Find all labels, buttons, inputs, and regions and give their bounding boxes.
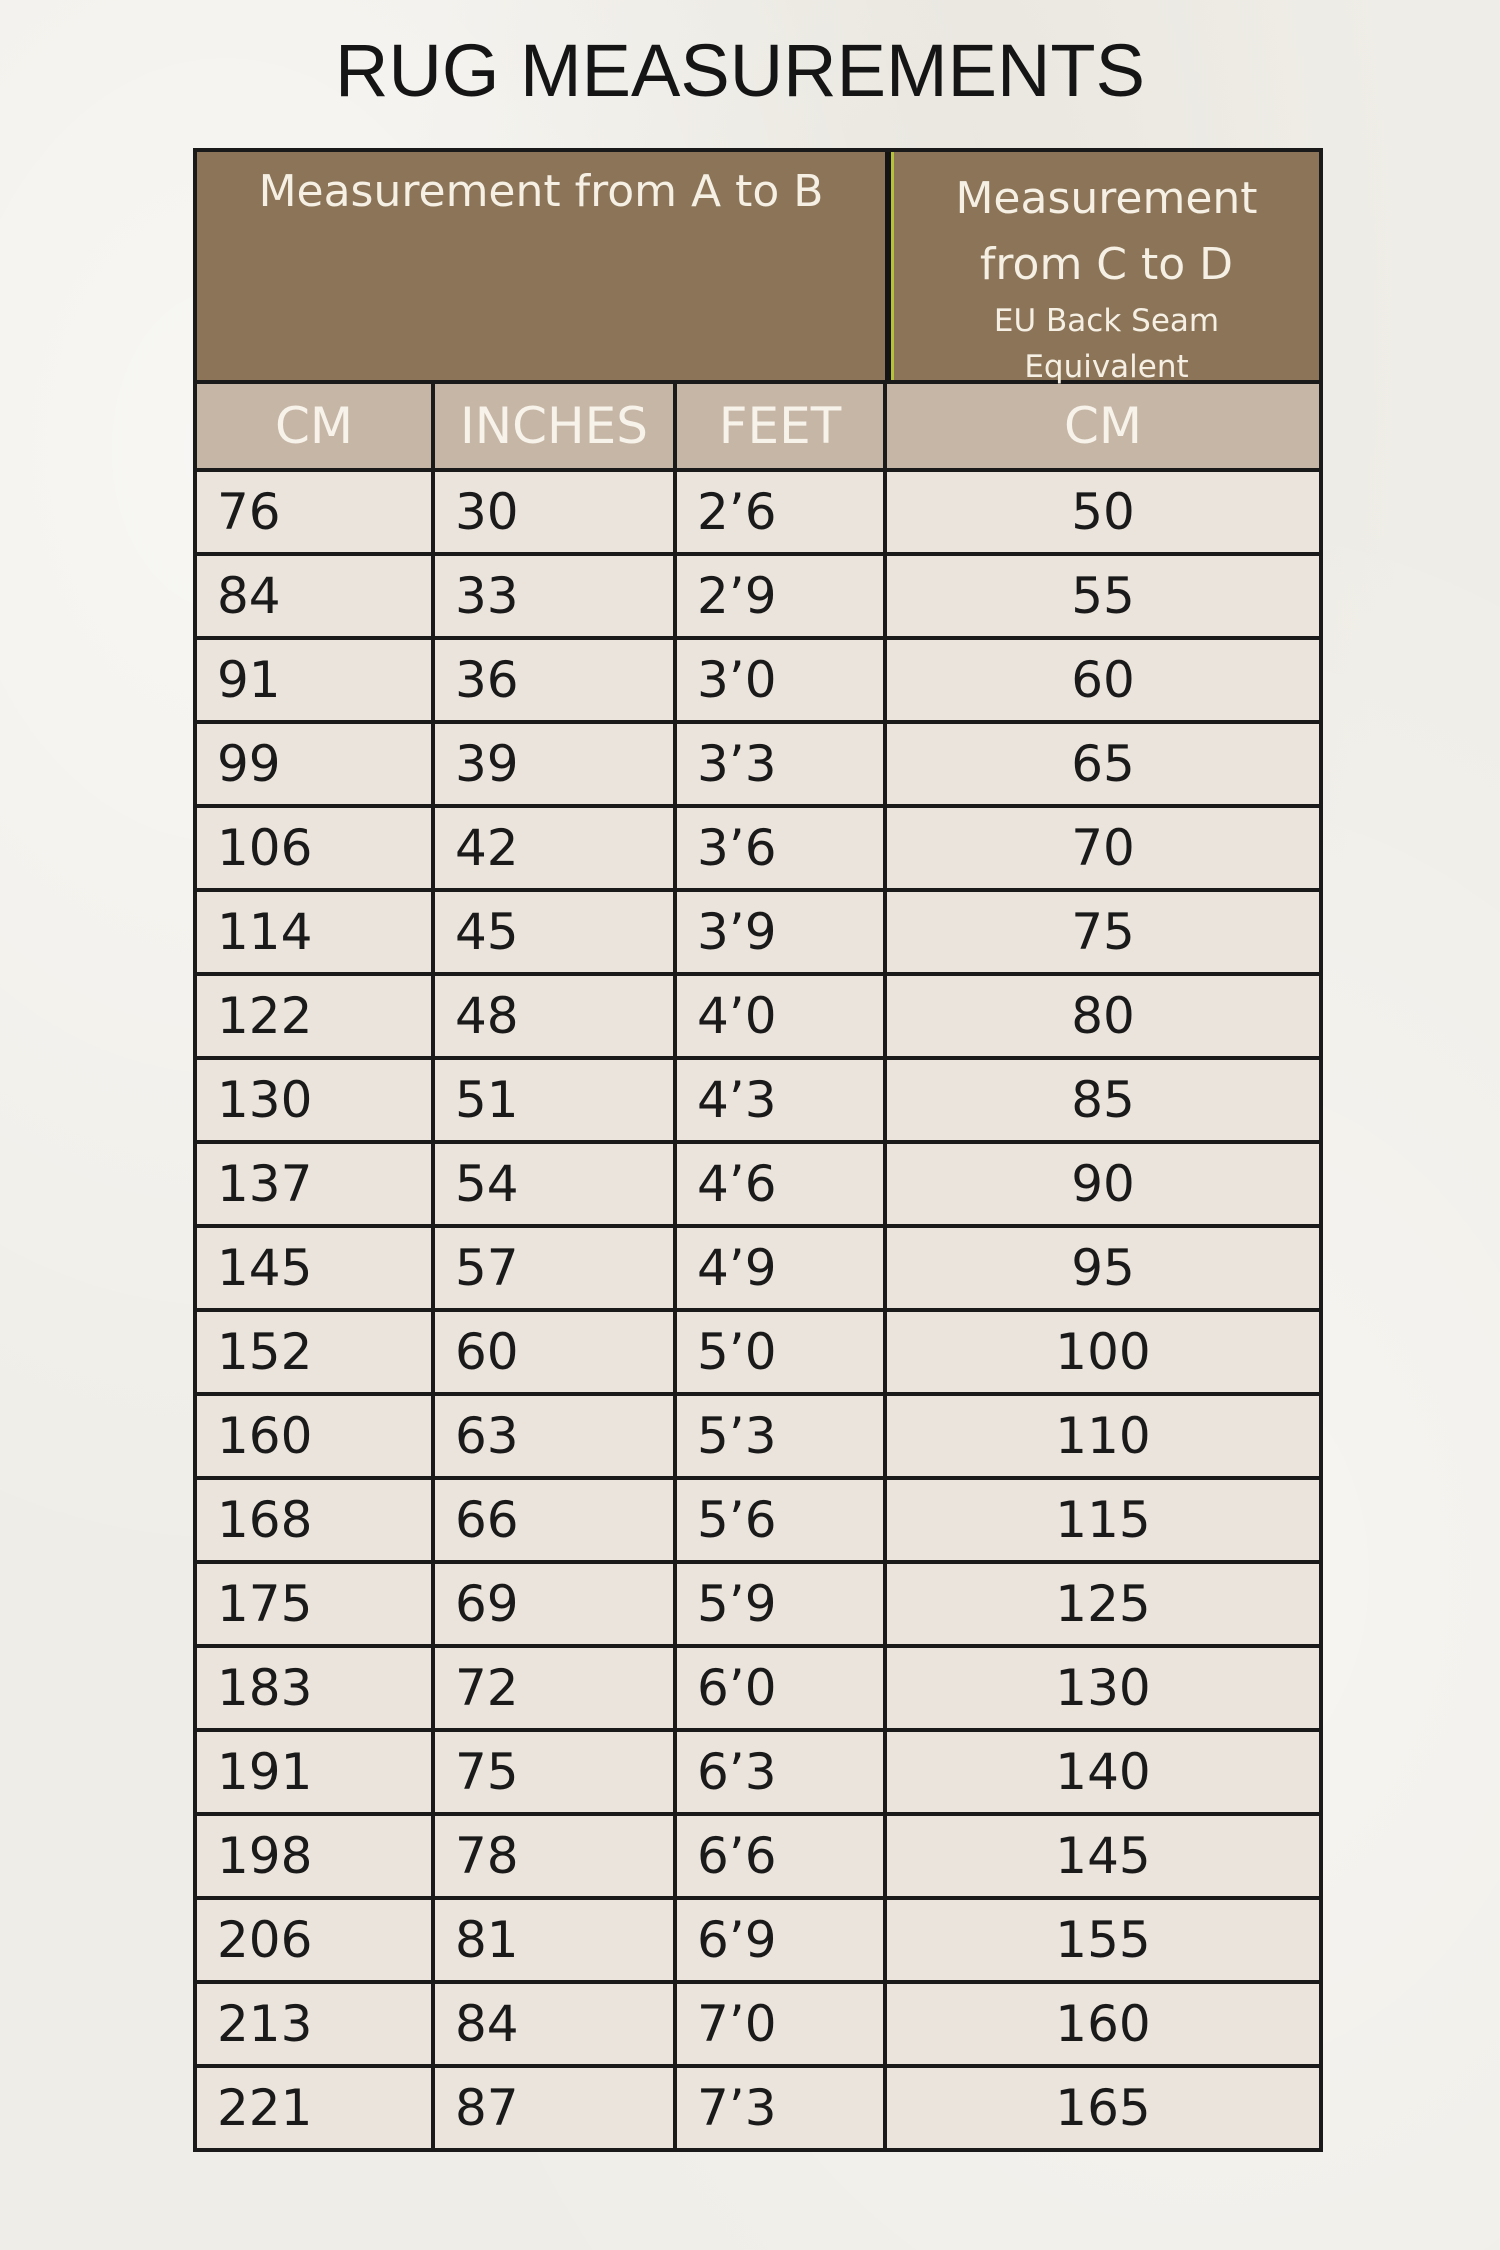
cell-cm-ab: 206 <box>195 1898 433 1982</box>
cell-inches: 84 <box>433 1982 675 2066</box>
cell-feet: 2’9 <box>675 554 885 638</box>
cell-cm-ab: 130 <box>195 1058 433 1142</box>
cell-cm-cd: 50 <box>885 470 1321 554</box>
cell-cm-ab: 183 <box>195 1646 433 1730</box>
cell-cm-ab: 152 <box>195 1310 433 1394</box>
cell-cm-ab: 76 <box>195 470 433 554</box>
cell-inches: 33 <box>433 554 675 638</box>
cell-cm-ab: 168 <box>195 1478 433 1562</box>
cell-inches: 51 <box>433 1058 675 1142</box>
table-row <box>195 722 1321 806</box>
table-row <box>195 1478 1321 1562</box>
cell-feet: 2’6 <box>675 470 885 554</box>
cell-cm-cd: 80 <box>885 974 1321 1058</box>
table-row <box>195 1142 1321 1226</box>
cell-feet: 3’3 <box>675 722 885 806</box>
cell-inches: 57 <box>433 1226 675 1310</box>
cell-cm-ab: 106 <box>195 806 433 890</box>
cell-cm-ab: 114 <box>195 890 433 974</box>
cell-feet: 4’0 <box>675 974 885 1058</box>
cell-inches: 72 <box>433 1646 675 1730</box>
cell-cm-cd: 145 <box>885 1814 1321 1898</box>
cell-cm-cd: 90 <box>885 1142 1321 1226</box>
table-row <box>195 1982 1321 2066</box>
measurement-chart <box>193 148 1323 2152</box>
table-row <box>195 806 1321 890</box>
cell-feet: 4’6 <box>675 1142 885 1226</box>
cell-cm-cd: 70 <box>885 806 1321 890</box>
header-c-to-d <box>891 152 1319 385</box>
table-row <box>195 1226 1321 1310</box>
column-header-cm-cd: CM <box>885 384 1321 470</box>
cell-feet: 5’6 <box>675 1478 885 1562</box>
cell-cm-cd: 100 <box>885 1310 1321 1394</box>
cell-inches: 42 <box>433 806 675 890</box>
column-header-row <box>195 384 1321 470</box>
cell-inches: 30 <box>433 470 675 554</box>
table-row <box>195 1562 1321 1646</box>
group-header <box>193 148 1323 384</box>
cell-feet: 6’3 <box>675 1730 885 1814</box>
cell-cm-cd: 95 <box>885 1226 1321 1310</box>
cell-feet: 3’6 <box>675 806 885 890</box>
header-a-to-b: Measurement from A to B <box>197 152 891 380</box>
header-c-to-d-sublabel: EU Back Seam Equivalent <box>993 303 1220 385</box>
cell-cm-cd: 125 <box>885 1562 1321 1646</box>
cell-inches: 60 <box>433 1310 675 1394</box>
cell-cm-cd: 75 <box>885 890 1321 974</box>
cell-inches: 69 <box>433 1562 675 1646</box>
cell-inches: 87 <box>433 2066 675 2150</box>
table-row <box>195 1646 1321 1730</box>
cell-cm-cd: 130 <box>885 1646 1321 1730</box>
table-body <box>195 470 1321 2150</box>
table-row <box>195 1814 1321 1898</box>
table-row <box>195 1898 1321 1982</box>
cell-cm-ab: 99 <box>195 722 433 806</box>
cell-inches: 78 <box>433 1814 675 1898</box>
cell-feet: 6’6 <box>675 1814 885 1898</box>
table-row <box>195 890 1321 974</box>
measurement-table <box>193 384 1323 2152</box>
cell-feet: 6’9 <box>675 1898 885 1982</box>
cell-cm-ab: 221 <box>195 2066 433 2150</box>
cell-cm-ab: 91 <box>195 638 433 722</box>
cell-feet: 7’3 <box>675 2066 885 2150</box>
cell-inches: 63 <box>433 1394 675 1478</box>
table-row <box>195 1058 1321 1142</box>
cell-inches: 75 <box>433 1730 675 1814</box>
cell-cm-cd: 140 <box>885 1730 1321 1814</box>
cell-feet: 4’9 <box>675 1226 885 1310</box>
table-row <box>195 1310 1321 1394</box>
cell-feet: 5’0 <box>675 1310 885 1394</box>
cell-inches: 36 <box>433 638 675 722</box>
cell-cm-ab: 84 <box>195 554 433 638</box>
column-header-inches: INCHES <box>433 384 675 470</box>
cell-cm-ab: 137 <box>195 1142 433 1226</box>
table-row <box>195 1730 1321 1814</box>
cell-feet: 3’9 <box>675 890 885 974</box>
cell-feet: 7’0 <box>675 1982 885 2066</box>
cell-inches: 81 <box>433 1898 675 1982</box>
table-row <box>195 1394 1321 1478</box>
cell-cm-ab: 145 <box>195 1226 433 1310</box>
cell-inches: 66 <box>433 1478 675 1562</box>
cell-inches: 39 <box>433 722 675 806</box>
cell-cm-cd: 85 <box>885 1058 1321 1142</box>
cell-inches: 48 <box>433 974 675 1058</box>
header-c-to-d-label: Measurement from C to D <box>955 173 1258 290</box>
cell-cm-cd: 115 <box>885 1478 1321 1562</box>
cell-cm-ab: 191 <box>195 1730 433 1814</box>
cell-inches: 45 <box>433 890 675 974</box>
cell-cm-ab: 160 <box>195 1394 433 1478</box>
cell-feet: 5’9 <box>675 1562 885 1646</box>
cell-feet: 6’0 <box>675 1646 885 1730</box>
column-header-feet: FEET <box>675 384 885 470</box>
cell-cm-cd: 55 <box>885 554 1321 638</box>
table-row <box>195 2066 1321 2150</box>
page-title: RUG MEASUREMENTS <box>335 29 1145 112</box>
cell-cm-ab: 122 <box>195 974 433 1058</box>
cell-cm-cd: 155 <box>885 1898 1321 1982</box>
cell-cm-cd: 65 <box>885 722 1321 806</box>
column-header-cm-ab: CM <box>195 384 433 470</box>
cell-cm-cd: 165 <box>885 2066 1321 2150</box>
cell-inches: 54 <box>433 1142 675 1226</box>
cell-cm-cd: 160 <box>885 1982 1321 2066</box>
cell-feet: 4’3 <box>675 1058 885 1142</box>
cell-cm-ab: 198 <box>195 1814 433 1898</box>
cell-feet: 3’0 <box>675 638 885 722</box>
table-row <box>195 638 1321 722</box>
cell-cm-cd: 110 <box>885 1394 1321 1478</box>
cell-cm-cd: 60 <box>885 638 1321 722</box>
table-row <box>195 470 1321 554</box>
cell-feet: 5’3 <box>675 1394 885 1478</box>
cell-cm-ab: 213 <box>195 1982 433 2066</box>
cell-cm-ab: 175 <box>195 1562 433 1646</box>
table-row <box>195 554 1321 638</box>
table-row <box>195 974 1321 1058</box>
